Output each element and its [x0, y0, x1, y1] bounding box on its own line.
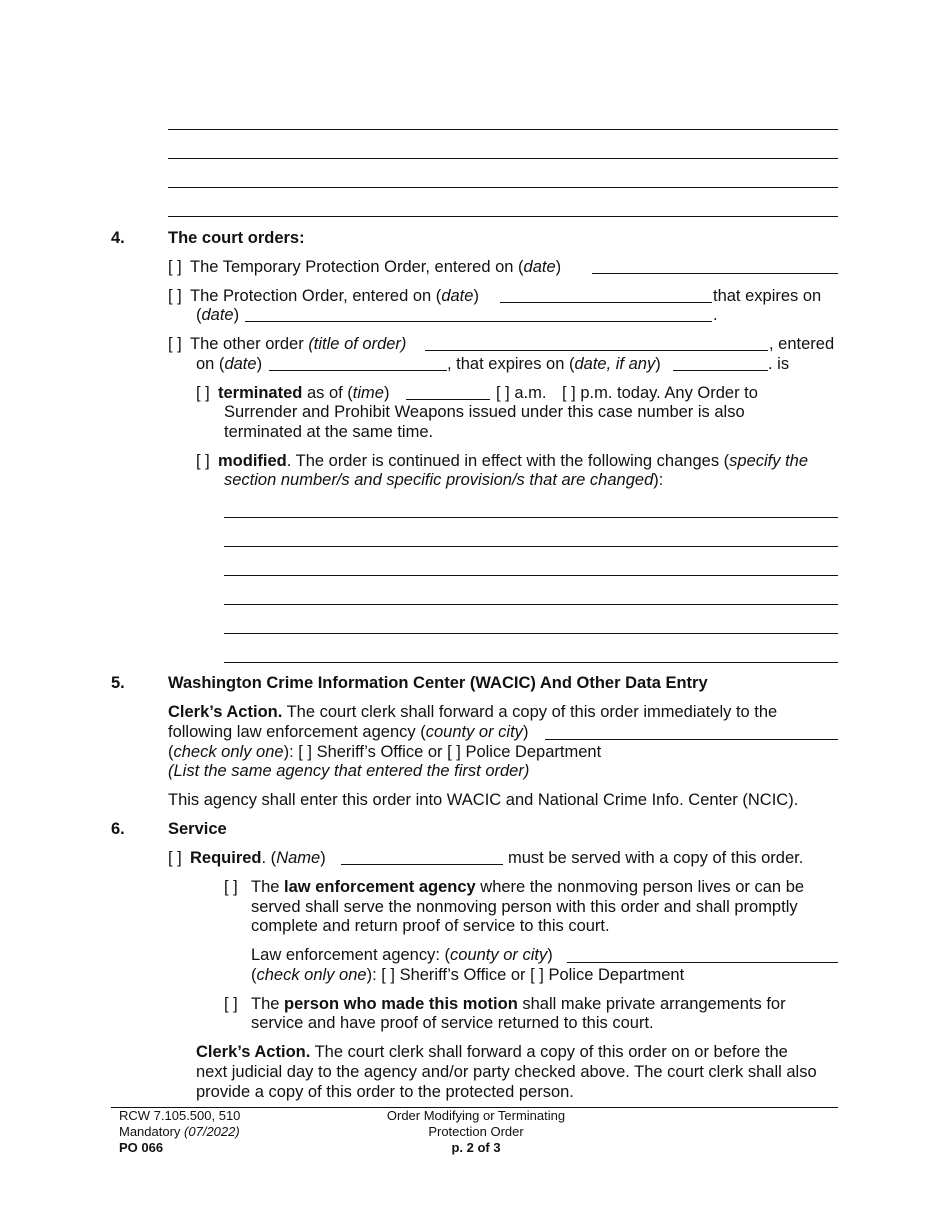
footer-form-number: PO 066	[119, 1140, 164, 1155]
clerk-action-2-text-2: next judicial day to the agency and/or party checked above. The court clerk shall also	[196, 1063, 817, 1081]
section-6-heading: Service	[168, 820, 227, 838]
terminated-option[interactable]: [ ] terminated as of (time)	[196, 384, 390, 402]
temporary-order-date-field[interactable]	[592, 273, 838, 274]
law-enforcement-text-3: complete and return proof of service to this court.	[251, 917, 610, 935]
footer-title-2: Protection Order	[428, 1124, 524, 1139]
terminated-time-field[interactable]	[406, 399, 490, 400]
clerk-action-1: Clerk’s Action. The court clerk shall forward a copy of this order immediately to the	[168, 703, 778, 721]
pm-checkbox[interactable]: [ ] p.m. today. Any Order to	[562, 384, 758, 402]
section-6-number: 6.	[111, 820, 125, 838]
other-order-title-field[interactable]	[425, 350, 768, 351]
section-5-number: 5.	[111, 674, 125, 692]
expires-label: that expires on	[713, 287, 822, 305]
section-4-number: 4.	[111, 229, 125, 247]
modified-line-1[interactable]	[224, 517, 838, 518]
clerk-action-2: Clerk’s Action. The court clerk shall forward a copy of this order on or before the	[196, 1043, 788, 1061]
other-order-expiry-field[interactable]	[673, 370, 768, 371]
other-order-expires-label: , that expires on (date, if any)	[447, 355, 661, 373]
served-name-field[interactable]	[341, 864, 503, 865]
section-4-heading: The court orders:	[168, 229, 305, 247]
checkbox[interactable]: [ ]	[224, 995, 238, 1013]
protection-order-expiry-field[interactable]	[245, 321, 712, 322]
section-5-heading: Washington Crime Information Center (WACIC) And Other Data Entry	[168, 674, 708, 692]
service-agency-type-check[interactable]: (check only one): [ ] Sheriff’s Office or [ ] Police Department	[251, 966, 685, 984]
modified-line-4[interactable]	[224, 604, 838, 605]
person-text-2: service and have proof of service returned to this court.	[251, 1014, 654, 1032]
clerk-action-2-text-3: provide a copy of this order to the protected person.	[196, 1083, 574, 1101]
checkbox[interactable]: [ ]	[168, 287, 182, 305]
checkbox[interactable]: [ ]	[224, 878, 238, 896]
checkbox[interactable]: [ ]	[168, 849, 182, 867]
service-agency-field[interactable]	[567, 962, 838, 963]
is-label: . is	[768, 355, 790, 373]
law-enforcement-agency-line: Law enforcement agency: (county or city)	[251, 946, 553, 964]
answer-line-3	[168, 187, 838, 188]
checkbox[interactable]: [ ]	[196, 384, 210, 402]
modified-option[interactable]: [ ] modified. The order is continued in effect with the following changes (specify the	[196, 452, 809, 470]
agency-type-check[interactable]: (check only one): [ ] Sheriff’s Office or [ ] Police Department	[168, 743, 602, 761]
footer-title-1: Order Modifying or Terminating	[386, 1108, 566, 1123]
other-order-entered-date-field[interactable]	[269, 370, 447, 371]
checkbox[interactable]: [ ]	[168, 258, 182, 276]
modified-text-2: section number/s and specific provision/s that are changed):	[224, 471, 664, 489]
wacic-statement: This agency shall enter this order into WACIC and National Crime Info. Center (NCIC).	[168, 791, 799, 809]
period: .	[713, 306, 718, 324]
checkbox[interactable]: [ ]	[168, 335, 182, 353]
required-text: must be served with a copy of this order.	[508, 849, 804, 867]
law-enforcement-text-2: served shall serve the nonmoving person with this order and shall promptly	[251, 898, 798, 916]
modified-line-2[interactable]	[224, 546, 838, 547]
protection-order-option[interactable]: [ ] The Protection Order, entered on (date)	[168, 287, 479, 305]
agency-field[interactable]	[545, 739, 838, 740]
temporary-order-option[interactable]: [ ] The Temporary Protection Order, entered on (date)	[168, 258, 562, 276]
modified-line-6[interactable]	[224, 662, 838, 663]
list-same-agency-note: (List the same agency that entered the first order)	[168, 762, 530, 780]
modified-line-5[interactable]	[224, 633, 838, 634]
person-who-made-motion-option[interactable]: [ ] The person who made this motion shall make private arrangements for	[224, 995, 786, 1013]
law-enforcement-option[interactable]: [ ] The law enforcement agency where the nonmoving person lives or can be	[224, 878, 805, 896]
required-option[interactable]: [ ] Required. (Name)	[168, 849, 326, 867]
entered-label: , entered	[769, 335, 835, 353]
answer-line-1	[168, 129, 838, 130]
terminated-text-2: Surrender and Prohibit Weapons issued under this case number is also	[224, 403, 745, 421]
protection-order-expiry-line: (date)	[196, 306, 240, 324]
protection-order-date-field[interactable]	[500, 302, 712, 303]
am-checkbox[interactable]: [ ] a.m.	[496, 384, 547, 402]
footer-page-number: p. 2 of 3	[451, 1140, 501, 1155]
modified-line-3[interactable]	[224, 575, 838, 576]
terminated-text-3: terminated at the same time.	[224, 423, 434, 441]
checkbox[interactable]: [ ]	[196, 452, 210, 470]
footer-rcw: RCW 7.105.500, 510	[119, 1108, 241, 1123]
answer-line-4	[168, 216, 838, 217]
footer-mandatory: Mandatory (07/2022)	[119, 1124, 240, 1139]
answer-line-2	[168, 158, 838, 159]
other-order-option[interactable]: [ ] The other order (title of order)	[168, 335, 407, 353]
other-order-dates-line: on (date)	[196, 355, 263, 373]
agency-line: following law enforcement agency (county or city)	[168, 723, 529, 741]
